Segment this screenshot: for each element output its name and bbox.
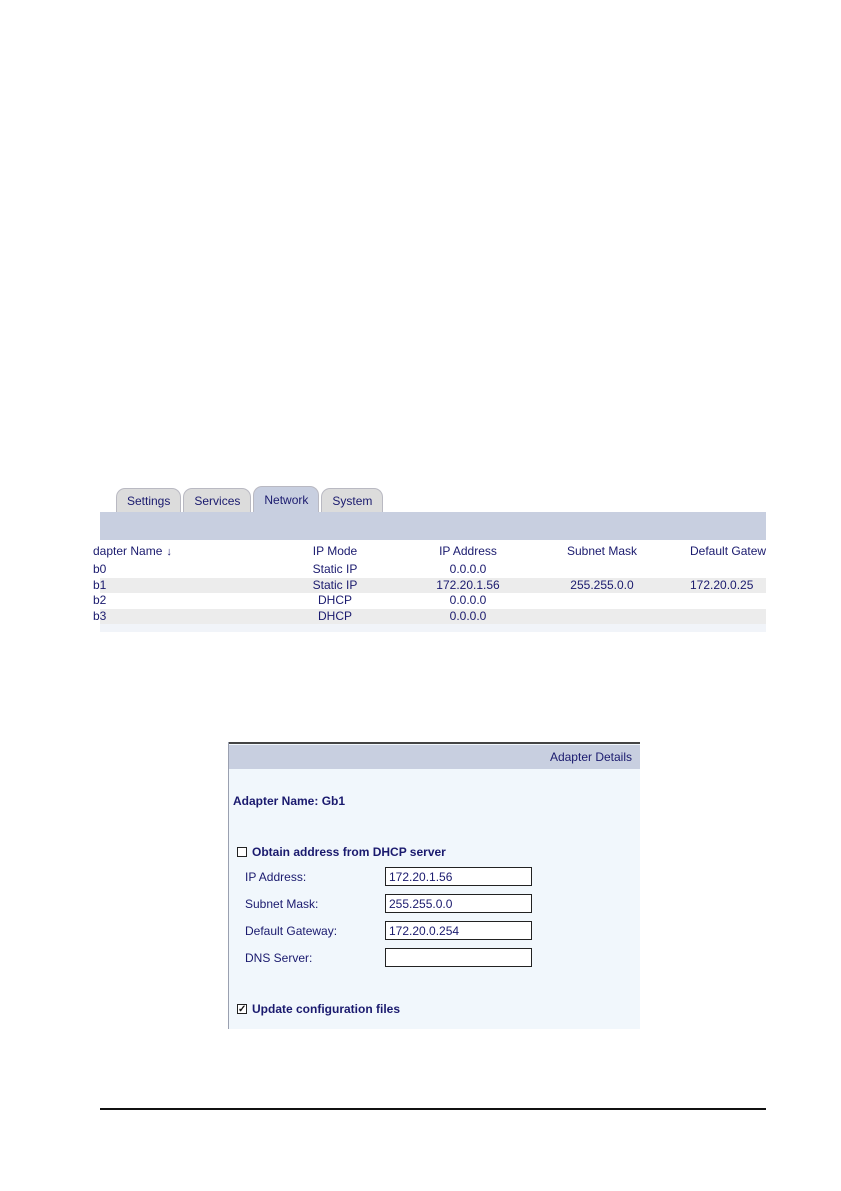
table-footer-band [100,624,766,632]
cell-subnet-mask: 255.255.0.0 [570,577,634,592]
table-header [93,544,767,560]
toolbar-band [100,512,766,540]
default-gateway-row [245,921,545,941]
ip-address-input[interactable] [385,867,532,886]
cell-ip-mode: Static IP [312,577,358,592]
cell-ip-mode: DHCP [317,608,352,623]
adapter-name-label: Adapter Name: Gb1 [233,794,346,808]
tab-bar [116,486,385,513]
column-header-adapter-name[interactable]: dapter Name ↓ [93,544,172,558]
table-row[interactable] [93,593,766,609]
dhcp-checkbox[interactable] [237,847,247,857]
subnet-mask-row [245,894,545,914]
column-header-default-gateway[interactable]: Default Gatew [690,544,767,558]
cell-ip-mode: Static IP [312,562,358,576]
ip-address-label: IP Address: [245,870,307,884]
adapter-table-body [93,562,766,624]
default-gateway-label: Default Gateway: [245,924,338,938]
cell-adapter-name: b3 [93,608,107,623]
update-config-option[interactable] [237,1002,400,1016]
cell-default-gateway: 172.20.0.25 [690,577,754,592]
cell-ip-mode: DHCP [317,593,352,607]
cell-ip-address: 172.20.1.56 [436,577,500,592]
cell-ip-address: 0.0.0.0 [449,608,487,623]
update-config-checkbox-label: Update configuration files [252,1002,401,1016]
default-gateway-input[interactable] [385,921,532,940]
subnet-mask-label: Subnet Mask: [245,897,319,911]
ip-address-row [245,867,545,887]
divider [229,742,640,744]
tab-services[interactable]: Services [183,488,251,513]
dns-server-label: DNS Server: [245,951,313,965]
dhcp-checkbox-label: Obtain address from DHCP server [252,845,446,859]
tab-network[interactable]: Network [253,486,319,513]
tab-system[interactable]: System [321,488,383,513]
cell-adapter-name: b1 [93,577,107,592]
column-header-ip-address[interactable]: IP Address [439,544,497,558]
cell-adapter-name: b0 [93,562,107,576]
dns-server-row [245,948,545,968]
footer-divider [100,1108,766,1110]
cell-adapter-name: b2 [93,593,107,607]
adapter-details-panel [228,742,640,1029]
network-adapters-panel [93,484,767,634]
cell-ip-address: 0.0.0.0 [449,562,487,576]
tab-settings[interactable]: Settings [116,488,181,513]
table-row[interactable] [93,562,766,578]
table-row[interactable] [93,608,766,625]
column-header-ip-mode[interactable]: IP Mode [312,544,358,558]
dhcp-option[interactable] [237,845,446,859]
dns-server-input[interactable] [385,948,532,967]
cell-ip-address: 0.0.0.0 [449,593,487,607]
table-row[interactable] [93,577,766,594]
sort-down-icon: ↓ [166,546,172,558]
subnet-mask-input[interactable] [385,894,532,913]
adapter-details-header: Adapter Details [229,745,640,769]
checkmark-icon: ✓ [238,1004,247,1015]
update-config-checkbox[interactable] [237,1004,247,1014]
column-header-subnet-mask[interactable]: Subnet Mask [566,544,638,558]
